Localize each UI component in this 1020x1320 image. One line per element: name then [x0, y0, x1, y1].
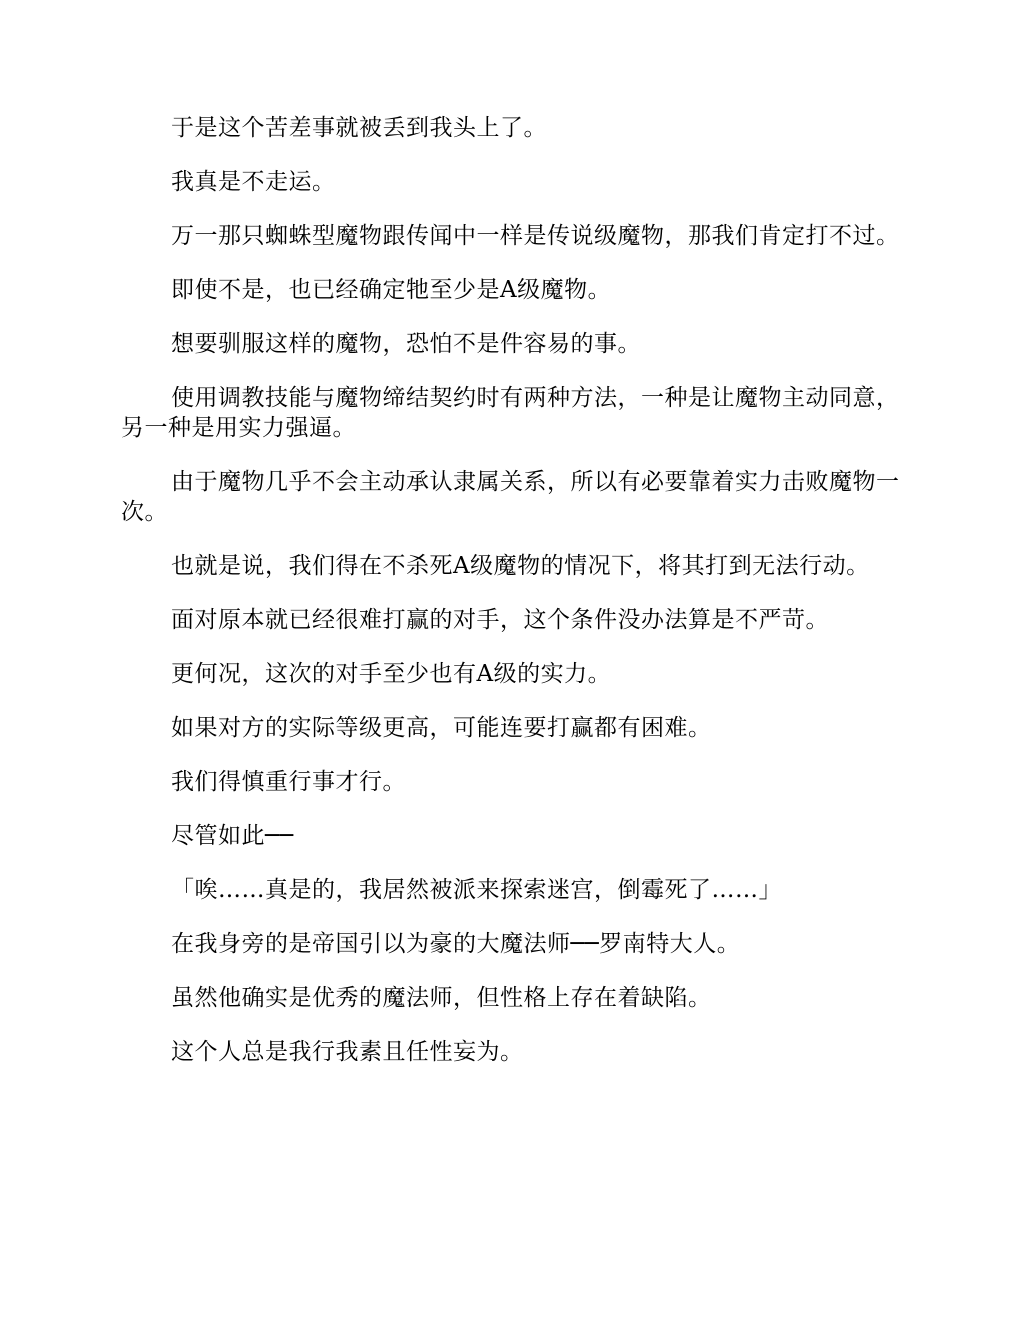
paragraph: 虽然他确实是优秀的魔法师，但性格上存在着缺陷。 — [171, 985, 712, 1011]
paragraph: 万一那只蜘蛛型魔物跟传闻中一样是传说级魔物，那我们肯定打不过。 — [171, 223, 900, 249]
paragraph: 使用调教技能与魔物缔结契约时有两种方法，一种是让魔物主动同意，另一种是用实力强逼。 — [121, 385, 900, 441]
paragraph: 尽管如此── — [171, 823, 294, 849]
paragraph: 在我身旁的是帝国引以为豪的大魔法师──罗南特大人。 — [171, 931, 741, 957]
paragraph: 我真是不走运。 — [171, 169, 336, 195]
paragraph: 想要驯服这样的魔物，恐怕不是件容易的事。 — [171, 331, 641, 357]
paragraph: 更何况，这次的对手至少也有A级的实力。 — [171, 661, 612, 687]
paragraph: 由于魔物几乎不会主动承认隶属关系，所以有必要靠着实力击败魔物一次。 — [121, 469, 900, 525]
body-text — [121, 113, 911, 1091]
paragraph: 也就是说，我们得在不杀死A级魔物的情况下，将其打到无法行动。 — [171, 553, 870, 579]
paragraph: 即使不是，也已经确定牠至少是A级魔物。 — [171, 277, 612, 303]
paragraph: 「唉……真是的，我居然被派来探索迷宫，倒霉死了……」 — [171, 877, 782, 903]
paragraph: 这个人总是我行我素且任性妄为。 — [171, 1039, 524, 1065]
paragraph: 于是这个苦差事就被丢到我头上了。 — [171, 115, 547, 141]
paragraph: 我们得慎重行事才行。 — [171, 769, 406, 795]
paragraph: 面对原本就已经很难打赢的对手，这个条件没办法算是不严苛。 — [171, 607, 829, 633]
paragraph: 如果对方的实际等级更高，可能连要打赢都有困难。 — [171, 715, 712, 741]
